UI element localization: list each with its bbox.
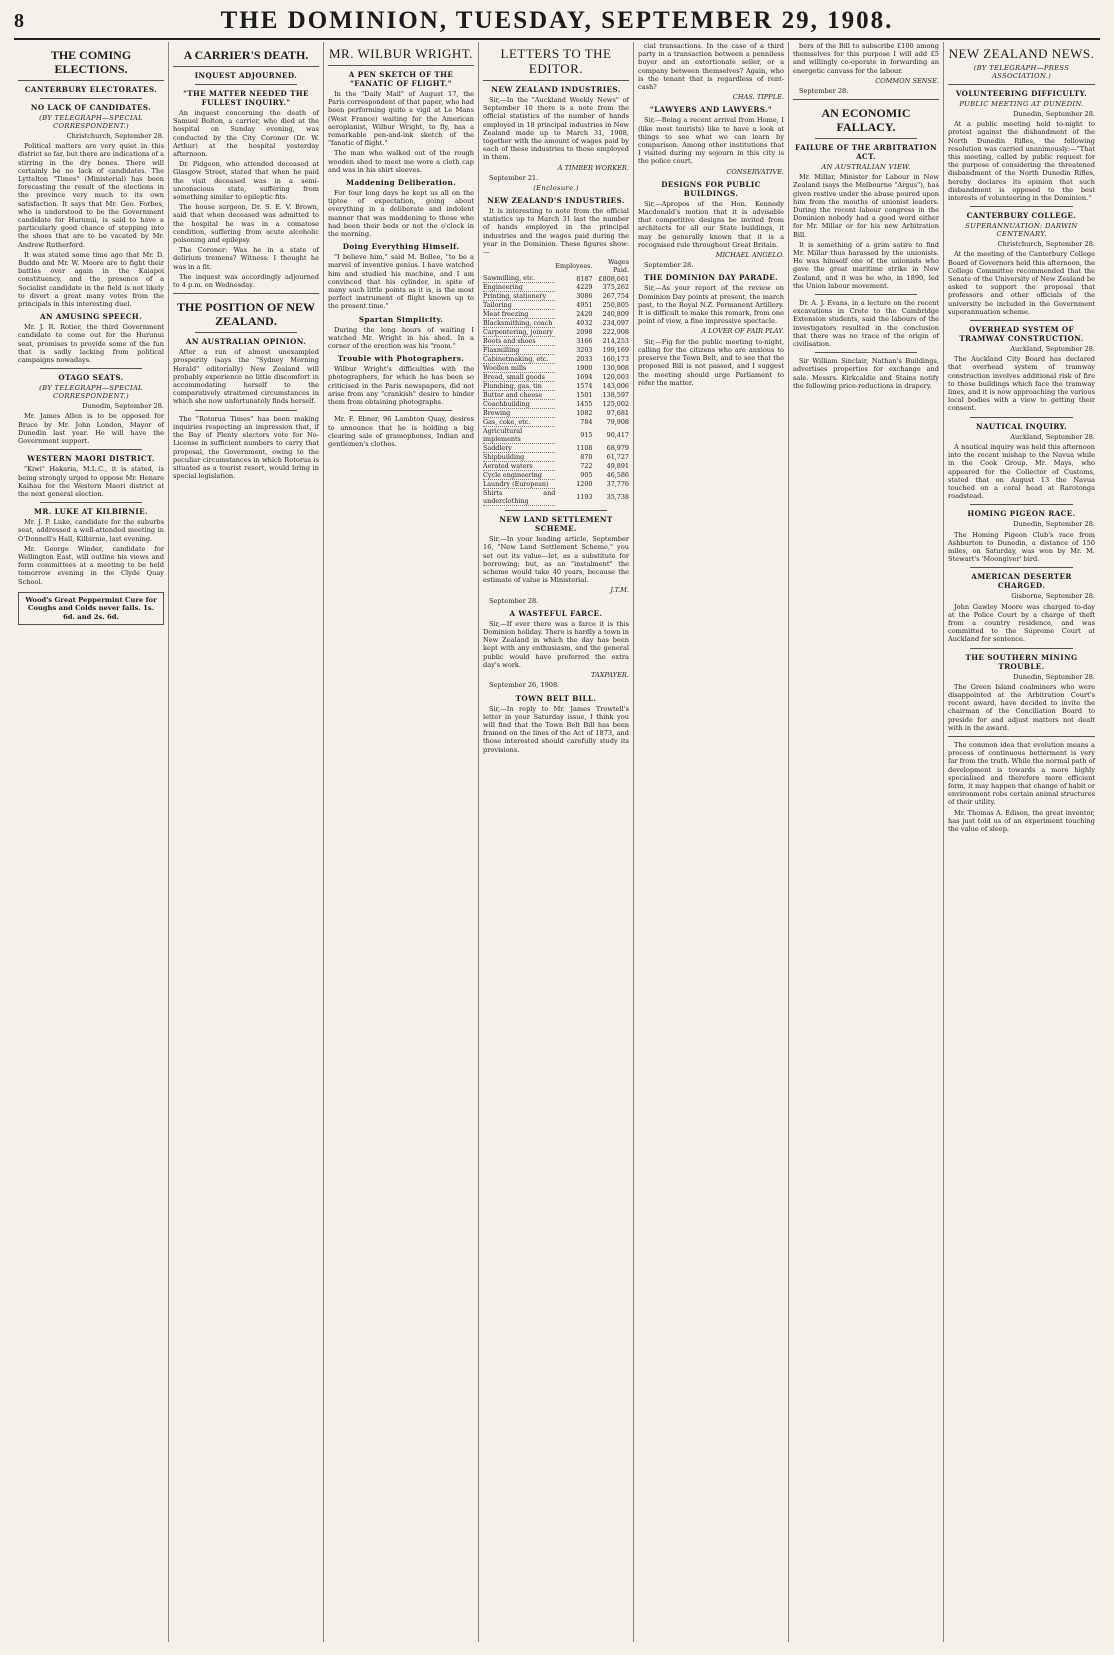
table-row bbox=[483, 346, 629, 355]
wire-credit: (BY TELEGRAPH—PRESS ASSOCIATION.) bbox=[973, 64, 1070, 80]
headline-carriers-death: A CARRIER'S DEATH. bbox=[183, 48, 309, 62]
article-paragraph: During the long hours of waiting I watched Mr. Wright in his shed. In a corner of the erection was his "room." bbox=[328, 325, 474, 351]
subhead-tramway: OVERHEAD SYSTEM OF TRAMWAY CONSTRUCTION. bbox=[959, 325, 1084, 344]
table-row bbox=[483, 373, 629, 382]
column-5 bbox=[634, 42, 789, 1642]
subhead-town-belt: TOWN BELT BILL. bbox=[515, 693, 597, 703]
article-paragraph: At a public meeting held to-night to protest against the disbandment of the North Dunedin Rifles, the following resolution was carried unanimously:—"That this meeting, called by public request for the purpose of considering the threatened disbandment of the North Dunedin Rifles, hereby declares its opinion that such disbandment is opposed to the best interests of volunteering in the Dominion." bbox=[948, 120, 1095, 203]
table-cell: 8187 bbox=[576, 274, 593, 283]
table-cell: Agricultural implements bbox=[483, 427, 555, 444]
article-paragraph: In the "Daily Mail" of August 17, the Paris correspondent of that paper, who had been performing quite a vigil at Le Mans (West France) waiting for the American aeroplanist, Wilbur Wright, to fly, has a remarkable pen-and-ink sketch of the "fanatic of flight." bbox=[328, 90, 474, 148]
article-paragraph: After a run of almost unexampled prosperity (says the "Sydney Morning Herald" editorially) New Zealand will probably experience no little discomfort in accommodating herself to the comparatively straitened circumstances in which she now unfortunately finds herself. bbox=[173, 348, 319, 406]
dateline: Dunedin, September 28. bbox=[1013, 672, 1095, 681]
table-row bbox=[483, 337, 629, 346]
table-cell: 915 bbox=[580, 431, 593, 440]
table-cell: 68,979 bbox=[606, 444, 629, 453]
table-cell: 120,003 bbox=[602, 373, 629, 382]
signature: TAXPAYER. bbox=[590, 671, 629, 680]
table-cell: Printing, stationery bbox=[483, 292, 555, 301]
divider bbox=[970, 417, 1073, 418]
table-cell: Carpentering, joinery bbox=[483, 328, 555, 337]
table-cell: 267,754 bbox=[602, 292, 629, 301]
column-3 bbox=[324, 42, 479, 1642]
article-paragraph: At the meeting of the Canterbury College Board of Governors held this afternoon, the College Committee recommended that the Senate of the University of New Zealand be asked to support the proposal that professors and other officials of the university be included in the Government superannuation scheme. bbox=[948, 250, 1095, 316]
table-cell: 240,809 bbox=[602, 310, 629, 319]
wire-credit: (BY TELEGRAPH—SPECIAL CORRESPONDENT.) bbox=[39, 114, 143, 130]
table-cell: 250,805 bbox=[602, 301, 629, 310]
table-cell: 375,262 bbox=[602, 283, 629, 292]
table-cell: 2033 bbox=[576, 355, 593, 364]
article-paragraph: A nautical inquiry was held this afternoon into the recent mishap to the Navua while in the Cook Group. Mr. Mays, who appeared for the Collector of Customs, stated that on August 13 the Navua touched on a coral head at Rarotonga roadstead. bbox=[948, 442, 1095, 501]
table-cell: Plumbing, gas, tin bbox=[483, 382, 555, 391]
divider bbox=[40, 98, 142, 99]
table-cell: 1082 bbox=[576, 409, 593, 418]
article-paragraph: The inquest was accordingly adjourned to 4 p.m. on Wednesday. bbox=[173, 272, 319, 290]
table-row bbox=[483, 355, 629, 364]
divider bbox=[970, 206, 1073, 207]
table-cell: Bread, small goods bbox=[483, 373, 555, 382]
table-row bbox=[483, 283, 629, 292]
subhead-maddening: Maddening Deliberation. bbox=[345, 178, 457, 188]
subhead-australian-opinion: AN AUSTRALIAN OPINION. bbox=[185, 337, 307, 347]
article-paragraph: For four long days he kept us all on the tiptoe of expectation, going about everything in a deliberate and indolent manner that was maddening to those who had been their beds or not the o'clock in the morning. bbox=[328, 189, 474, 239]
subhead-public-meeting: PUBLIC MEETING AT DUNEDIN. bbox=[959, 100, 1084, 108]
subhead-mining: THE SOUTHERN MINING TROUBLE. bbox=[965, 652, 1078, 671]
table-cell: Coachbuilding bbox=[483, 400, 555, 409]
subhead-superannuation: SUPERANNUATION: DARWIN CENTENARY. bbox=[965, 222, 1078, 239]
divider bbox=[948, 736, 1095, 737]
subhead-lawyers: "LAWYERS AND LAWYERS." bbox=[649, 105, 773, 115]
table-cell: 4229 bbox=[576, 283, 593, 292]
page-number: 8 bbox=[14, 9, 24, 32]
dateline: Christchurch, September 28. bbox=[997, 240, 1095, 249]
divider bbox=[948, 84, 1095, 85]
table-row bbox=[483, 409, 629, 418]
headline-position-nz: THE POSITION OF NEW ZEALAND. bbox=[177, 300, 315, 329]
divider bbox=[195, 332, 297, 333]
subhead-australian-view: AN AUSTRALIAN VIEW. bbox=[821, 163, 911, 172]
article-paragraph: John Gawley Moore was charged to-day at the Police Court by a charge of theft from a country residence, and was committed to the Supreme Court at Auckland for sentence. bbox=[948, 602, 1095, 644]
table-cell: Brewing bbox=[483, 409, 555, 418]
date-line: September 28. bbox=[644, 261, 694, 270]
table-cell: 3203 bbox=[576, 346, 593, 355]
article-paragraph: Sir,—In your leading article, September 16, "New Land Settlement Scheme," you set out its value—let, as a substitute for borrowing; but, as an "instalment" the scheme would take 40 years, because the estimate of value is Ministerial. bbox=[483, 535, 629, 585]
column-4 bbox=[479, 42, 634, 1642]
subhead-amusing-speech: AN AMUSING SPEECH. bbox=[40, 312, 142, 322]
date-line: September 28. bbox=[799, 87, 849, 96]
subhead-deserter: AMERICAN DESERTER CHARGED. bbox=[971, 572, 1072, 591]
dateline: Gisborne, September 28. bbox=[1011, 592, 1095, 601]
article-paragraph: Sir,—Being a recent arrival from Home, I (like most tourists) like to have a look at things to see what we can learn by comparison. Among other institutions that I visited during my sojourn in this city is the police court. bbox=[638, 116, 784, 166]
table-cell: 49,891 bbox=[606, 462, 629, 471]
article-paragraph: Sir,—Apropos of the Hon. Kennedy Macdonald's motion that it is advisable that competitive designs be invited from architects for all our State buildings, it may be generally known that it is a recognised rule throughout Great Britain. bbox=[638, 199, 784, 249]
table-row bbox=[483, 364, 629, 373]
divider bbox=[970, 504, 1073, 505]
article-paragraph: cial transactions. In the case of a third party in a transaction between a penniless buyer and an extortionate seller, or a company between themselves? Again, who is the tenant that is regardless of rent-cash? bbox=[638, 42, 784, 92]
article-paragraph: "Kiwi" Hakaria, M.L.C., it is stated, is being strongly urged to oppose Mr. Henare Kaihau for the Western Maori district at the next general election. bbox=[18, 465, 164, 498]
column-2 bbox=[169, 42, 324, 1642]
table-cell: 1193 bbox=[576, 493, 593, 502]
table-header-row bbox=[483, 258, 629, 274]
table-row bbox=[483, 453, 629, 462]
article-paragraph: The house surgeon, Dr. S. E. V. Brown, said that when deceased was admitted to the hospital he was in a comatose condition, suffering from acute alcoholic poisoning and epilepsy. bbox=[173, 203, 319, 245]
table-cell: Tailoring bbox=[483, 301, 555, 310]
table-cell: 2098 bbox=[576, 328, 593, 337]
subhead-canterbury-college: CANTERBURY COLLEGE. bbox=[966, 211, 1077, 221]
table-cell: Blacksmithing, coach bbox=[483, 319, 555, 328]
signature: CHAS. TIPPLE. bbox=[732, 93, 784, 102]
table-cell: 199,169 bbox=[602, 346, 629, 355]
dateline: Auckland, September 28. bbox=[1010, 432, 1095, 441]
signature: A LOVER OF FAIR PLAY. bbox=[701, 327, 784, 336]
subhead-designs: DESIGNS FOR PUBLIC BUILDINGS. bbox=[661, 179, 761, 198]
table-cell: 1694 bbox=[576, 373, 593, 382]
table-cell: 905 bbox=[580, 471, 593, 480]
article-paragraph: The Homing Pigeon Club's race from Ashburton to Dunedin, a distance of 150 miles, on Saturday, was won by Mr. M. Stewart's 'Moongiver' bird. bbox=[948, 530, 1095, 564]
divider bbox=[40, 368, 142, 369]
column-7 bbox=[944, 42, 1099, 1642]
headline-nz-news: NEW ZEALAND NEWS. bbox=[948, 46, 1095, 61]
article-paragraph: Sir,—In the "Auckland Weekly News" of September 10 there is a note from the official statistics of the number of hands employed in 18 principal industries in New Zealand made up to March 31, 1908, together with the amount of wages paid by each of these industries to those employed in them. bbox=[483, 96, 629, 162]
article-paragraph: Mr. Thomas A. Edison, the great inventor, has just told us of an experiment touching the value of sleep. bbox=[948, 808, 1095, 833]
divider bbox=[195, 84, 297, 85]
table-row bbox=[483, 418, 629, 427]
table-row bbox=[483, 489, 629, 506]
table-cell: 1108 bbox=[576, 444, 593, 453]
divider bbox=[505, 510, 607, 511]
table-cell: 37,776 bbox=[606, 480, 629, 489]
table-cell: 234,097 bbox=[602, 319, 629, 328]
dateline: Auckland, September 28. bbox=[1010, 345, 1095, 354]
article-paragraph: An inquest concerning the death of Samuel Bolton, a carrier, who died at the hospital on Sunday evening, was conducted by the City Coroner (Dr. W. Arthur) at the hospital yesterday afternoon. bbox=[173, 109, 319, 159]
table-cell: Meat freezing bbox=[483, 310, 555, 319]
divider bbox=[815, 352, 917, 353]
signature: MICHAEL ANGELO. bbox=[715, 251, 784, 260]
table-cell: 4951 bbox=[576, 301, 593, 310]
table-row bbox=[483, 444, 629, 453]
subhead-nz-industries: NEW ZEALAND INDUSTRIES. bbox=[491, 85, 621, 94]
table-cell: Cycle engineering bbox=[483, 471, 555, 480]
subhead-photographers: Trouble with Photographers. bbox=[337, 354, 465, 364]
article-paragraph: Mr. J. P. Luke, candidate for the suburbs seat, addressed a well-attended meeting in O'Donnell's Hall, Kilbirnie, last evening. bbox=[18, 518, 164, 543]
masthead bbox=[14, 4, 1100, 40]
article-paragraph: It is something of a grim satire to find Mr. Millar thus harassed by the unionists. He was himself one of the unionists who gave the great maritime strike in New Zealand, and it was he who, in 1890, led the Union labour movement. bbox=[793, 240, 939, 290]
subhead-doing-everything: Doing Everything Himself. bbox=[342, 242, 460, 252]
divider bbox=[815, 138, 917, 139]
date-line: September 28. bbox=[489, 596, 539, 605]
table-cell: 130,908 bbox=[602, 364, 629, 373]
table-row bbox=[483, 310, 629, 319]
columns bbox=[14, 42, 1100, 1642]
article-paragraph: Sir,—As your report of the review on Dominion Day points at present, the march past, to the Royal N.Z. Permanent Artillery. It is difficult to make this remark, from one point of view, a fine impressive spectacle. bbox=[638, 284, 784, 326]
headline-letters: LETTERS TO THE EDITOR. bbox=[500, 46, 612, 76]
table-cell: 1574 bbox=[576, 382, 593, 391]
column-6 bbox=[789, 42, 944, 1642]
table-cell: 870 bbox=[580, 453, 593, 462]
article-paragraph: Mr. J. R. Rotier, the third Government candidate to come out for the Hurunui seat, promises to provide some of the fun that is sadly lacking from political campaigns nowadays. bbox=[18, 323, 164, 365]
subhead-wasteful-farce: A WASTEFUL FARCE. bbox=[509, 608, 603, 618]
column-1 bbox=[14, 42, 169, 1642]
table-header bbox=[483, 258, 555, 274]
article-paragraph: The Auckland City Board has declared that overhead system of tramway construction involves additional risk of fire to those buildings which face the tramway lines, and it is now approaching the various local bodies with a view to getting their consent. bbox=[948, 355, 1095, 413]
table-row bbox=[483, 462, 629, 471]
headline-economic-fallacy: AN ECONOMIC FALLACY. bbox=[821, 106, 911, 135]
table-body bbox=[483, 274, 629, 506]
article-paragraph: "I believe him," said M. Bollee, "to be a marvel of inventive genius. I have watched him and studied his machine, and I am convinced that his cylinder, in spite of many such little points as it is, is the most perfect instrument of flight known up to the present time." bbox=[328, 253, 474, 311]
signature: CONSERVATIVE. bbox=[726, 167, 784, 176]
enclosure-label: (Enclosure.) bbox=[533, 184, 579, 193]
signature: COMMON SENSE. bbox=[875, 76, 939, 85]
headline-coming-elections: THE COMING ELECTIONS. bbox=[50, 48, 132, 76]
table-cell: 222,908 bbox=[602, 328, 629, 337]
dateline: Dunedin, September 28. bbox=[82, 402, 164, 411]
divider bbox=[815, 294, 917, 295]
article-paragraph: The "Rotorua Times" has been making inquiries respecting an impression that, if the Bay of Plenty electors vote for No-License in sufficient numbers to carry that proposal, the Government, owing to the peculiar circumstances in which Rotorua is situated as a tourist resort, would bring in special legislation. bbox=[173, 414, 319, 481]
article-paragraph: It is interesting to note from the official statistics up to March 31 last the number of hands employed in the principal industries and the wages paid during the year in the Dominion. These figures show:— bbox=[483, 207, 629, 257]
signature: J.T.M. bbox=[610, 586, 629, 595]
subhead-mr-luke: MR. LUKE AT KILBIRNIE. bbox=[34, 507, 148, 517]
subhead-land-settlement: NEW LAND SETTLEMENT SCHEME. bbox=[499, 515, 613, 534]
article-paragraph: Mr. James Allen is to be opposed for Bruce by Mr. John London, Mayor of Dunedin last year. He will have the Government support. bbox=[18, 412, 164, 446]
subhead-western-maori: WESTERN MAORI DISTRICT. bbox=[27, 454, 155, 464]
subhead-nautical: NAUTICAL INQUIRY. bbox=[975, 421, 1068, 431]
article-paragraph: Mr. George Winder, candidate for Wellington East, will outline his views and form committees at a meeting to be held tomorrow evening in the Clyde Quay School. bbox=[18, 544, 164, 586]
table-row bbox=[483, 400, 629, 409]
article-paragraph: bers of the Bill to subscribe £100 among themselves for this purpose I will add £5 and willingly co-operate in forwarding an energetic canvass for the labour. bbox=[793, 42, 939, 75]
paper-title: THE DOMINION, TUESDAY, SEPTEMBER 29, 1908. bbox=[220, 7, 894, 34]
table-cell: £808,661 bbox=[598, 274, 629, 283]
dateline: Dunedin, September 28. bbox=[1013, 110, 1095, 118]
divider bbox=[18, 80, 164, 81]
table-cell: Gas, coke, etc. bbox=[483, 418, 555, 427]
table-cell: Shipbuilding bbox=[483, 453, 555, 462]
table-cell: 90,417 bbox=[606, 431, 629, 440]
dateline: Christchurch, September 28. bbox=[66, 132, 164, 140]
table-cell: 214,253 bbox=[602, 337, 629, 346]
subhead-arbitration: FAILURE OF THE ARBITRATION ACT. bbox=[795, 143, 937, 162]
divider bbox=[195, 410, 297, 411]
table-row bbox=[483, 328, 629, 337]
subhead-spartan: Spartan Simplicity. bbox=[358, 314, 444, 324]
article-paragraph: It was stated some time ago that Mr. D. Buddo and Mr. W. Moore are to fight their battles over again in the Kaiapoi constituency, and the presence of a Socialist candidate in the field is not likely to divert a great many votes from the principals in this interesting duel. bbox=[18, 250, 164, 309]
advertisement: Wood's Great Peppermint Cure for Coughs and Colds never fails. 1s. 6d. and 2s. 6d. bbox=[18, 592, 164, 625]
article-paragraph: Dr. A. J. Evans, in a lecture on the recent excavations in Crete to the Cambridge Extension students, said the labours of the investigators resulted in the conclusion that there was no trace of the origin of civilisation. bbox=[793, 299, 939, 349]
article-paragraph: Mr. Millar, Minister for Labour in New Zealand (says the Melbourne "Argus"), has given restive under the abuse poured upon him from the mouths of unionist leaders. During the recent labour congress in the Dominion nobody had a good word either for Mr. Millar or for his new Arbitration Bill. bbox=[793, 173, 939, 239]
article-paragraph: Mr. F. Ebner, 96 Lambton Quay, desires to announce that he is holding a big clearing sale of gramophones, Indian and gentlemen's clothes. bbox=[328, 415, 474, 448]
subhead-dominion-parade: THE DOMINION DAY PARADE. bbox=[643, 273, 779, 283]
table-cell: Sawmilling, etc. bbox=[483, 274, 555, 283]
table-row bbox=[483, 274, 629, 283]
divider bbox=[173, 293, 319, 294]
table-header: Wages Paid. bbox=[608, 258, 629, 275]
table-row bbox=[483, 382, 629, 391]
article-paragraph: Dr. Pidgeon, who attended deceased at Glasgow Street, stated that when he paid the visit deceased was in a semi-unconscious state, suffering from something similar to epileptic fits. bbox=[173, 160, 319, 202]
table-cell: Flaxmilling bbox=[483, 346, 555, 355]
article-paragraph: The common idea that evolution means a process of continuous betterment is very far from the truth. While the normal path of development is towards a more highly specialised and therefore more efficient form, it may happen that change of habit or environment robs certain animal structures of their utility. bbox=[948, 740, 1096, 807]
table-row bbox=[483, 480, 629, 489]
divider bbox=[970, 648, 1073, 649]
table-cell: Boots and shoes bbox=[483, 337, 555, 346]
article-paragraph: Sir William Sinclair, Nathan's Buildings, advertises properties for exchange and sale. Messrs. Kirkcaldie and Stains notify the following price-reductions in drapery. bbox=[793, 357, 939, 390]
table-cell: Saddlery bbox=[483, 444, 555, 453]
table-cell: 3166 bbox=[576, 337, 593, 346]
table-cell: 2420 bbox=[576, 310, 593, 319]
table-cell: 1455 bbox=[576, 400, 593, 409]
table-row bbox=[483, 292, 629, 301]
headline-wilbur-wright: MR. WILBUR WRIGHT. bbox=[328, 46, 474, 61]
divider bbox=[40, 502, 142, 503]
table-cell: 160,173 bbox=[602, 355, 629, 364]
divider bbox=[173, 66, 319, 67]
table-cell: 125,002 bbox=[602, 400, 629, 409]
table-cell: Aerated waters bbox=[483, 462, 555, 471]
subhead-no-lack: NO LACK OF CANDIDATES. bbox=[30, 103, 152, 112]
dateline: Dunedin, September 28. bbox=[1013, 520, 1095, 529]
table-cell: 138,597 bbox=[602, 391, 629, 400]
industries-table bbox=[483, 258, 629, 506]
table-cell: 1501 bbox=[576, 391, 593, 400]
divider bbox=[350, 410, 452, 411]
table-row bbox=[483, 427, 629, 444]
table-cell: Cabinetmaking, etc. bbox=[483, 355, 555, 364]
table-cell: 3086 bbox=[576, 292, 593, 301]
table-cell: Butter and cheese bbox=[483, 391, 555, 400]
article-paragraph: The Green Island coalminers who were disappointed at the Arbitration Court's recent award, have decided to invite the chairman of the Conciliation Board to preside for and adjust matters not dealt with in the award. bbox=[948, 682, 1095, 732]
table-cell: Shirts and underclothing bbox=[483, 489, 556, 506]
article-paragraph: Sir,—If ever there was a farce it is this Dominion holiday. There is hardly a town in New Zealand in which the day has been kept with any enthusiasm, and the general public would have preferred the extra day's work. bbox=[483, 619, 629, 669]
divider bbox=[793, 99, 939, 100]
table-row bbox=[483, 471, 629, 480]
divider bbox=[970, 320, 1073, 321]
table-cell: Woollen mills bbox=[483, 364, 555, 373]
subhead-pigeon: HOMING PIGEON RACE. bbox=[967, 509, 1076, 519]
date-line: September 21. bbox=[489, 173, 539, 182]
table-cell: 79,908 bbox=[606, 418, 629, 427]
table-cell: 722 bbox=[580, 462, 593, 471]
table-cell: 4032 bbox=[576, 319, 593, 328]
table-cell: 143,006 bbox=[602, 382, 629, 391]
table-cell: 784 bbox=[580, 418, 593, 427]
divider bbox=[328, 65, 474, 66]
table-row bbox=[483, 391, 629, 400]
article-paragraph: The man who walked out of the rough wooden shed to meet me wore a cloth cap and was in his shirt sleeves. bbox=[328, 149, 474, 174]
table-cell: 1200 bbox=[576, 480, 593, 489]
subhead-canterbury: CANTERBURY ELECTORATES. bbox=[24, 85, 158, 94]
subhead-fullest-inquiry: "THE MATTER NEEDED THE FULLEST INQUIRY." bbox=[183, 89, 309, 107]
table-cell: Engineering bbox=[483, 283, 555, 292]
article-paragraph: Sir,—Fig for the public meeting to-night, calling for the citizens who are anxious to preserve the Town Belt, and to see that the proposed Bill is not passed, and I suggest the meeting should urge Parliament to refer the matter. bbox=[638, 337, 784, 387]
table-cell: 1900 bbox=[576, 364, 593, 373]
table-cell: 61,727 bbox=[606, 453, 629, 462]
article-paragraph: Sir,—In reply to Mr. James Trowtell's letter in your Saturday issue, I think you will find that the Town Belt Bill has been framed on the lines of the Act of 1873, and those interested should carefully study its provisions. bbox=[483, 704, 629, 754]
signature: A TIMBER WORKER. bbox=[557, 163, 629, 172]
table-row bbox=[483, 319, 629, 328]
table-cell: 97,681 bbox=[606, 409, 629, 418]
divider bbox=[40, 449, 142, 450]
table-header: Employees. bbox=[555, 262, 593, 271]
table-cell: 35,738 bbox=[606, 493, 629, 502]
subhead-pen-sketch: A PEN SKETCH OF THE "FANATIC OF FLIGHT." bbox=[348, 70, 454, 88]
date-line: September 26, 1908. bbox=[489, 681, 560, 690]
subhead-inquest: INQUEST ADJOURNED. bbox=[194, 71, 298, 80]
table-cell: Laundry (European) bbox=[483, 480, 555, 489]
wire-credit: (BY TELEGRAPH—SPECIAL CORRESPONDENT.) bbox=[39, 384, 143, 401]
divider bbox=[483, 80, 629, 81]
subhead-otago-seats: OTAGO SEATS. bbox=[58, 373, 124, 383]
table-cell: 46,586 bbox=[606, 471, 629, 480]
article-paragraph: Political matters are very quiet in this district so far, but there are indications of a stirring in the dry bones. There will certainly be no lack of candidates. The Lyttelton "Times" (Ministerial) has been forecasting the result of the elections in the province very much to its own satisfaction. It says that Mr. Geo. Forbes, who is understood to be the Government candidate for Hurunui, is said to have a particularly good chance of stepping into the shoes that are to be vacated by Mr. Andrew Rutherford. bbox=[18, 142, 164, 249]
article-paragraph: The Coroner: Was he in a state of delirium tremens? Witness: I thought he was in a fit. bbox=[173, 246, 319, 271]
table-row bbox=[483, 301, 629, 310]
divider bbox=[970, 567, 1073, 568]
subhead-volunteering: VOLUNTEERING DIFFICULTY. bbox=[955, 89, 1088, 98]
subhead-nz-industries-2: NEW ZEALAND'S INDUSTRIES. bbox=[487, 196, 625, 206]
article-paragraph: Wilbur Wright's difficulties with the photographers, for which he has been so criticised in the Paris newspapers, did not arise from any "crankish" desire to hinder them from obtaining photographs. bbox=[328, 365, 474, 407]
